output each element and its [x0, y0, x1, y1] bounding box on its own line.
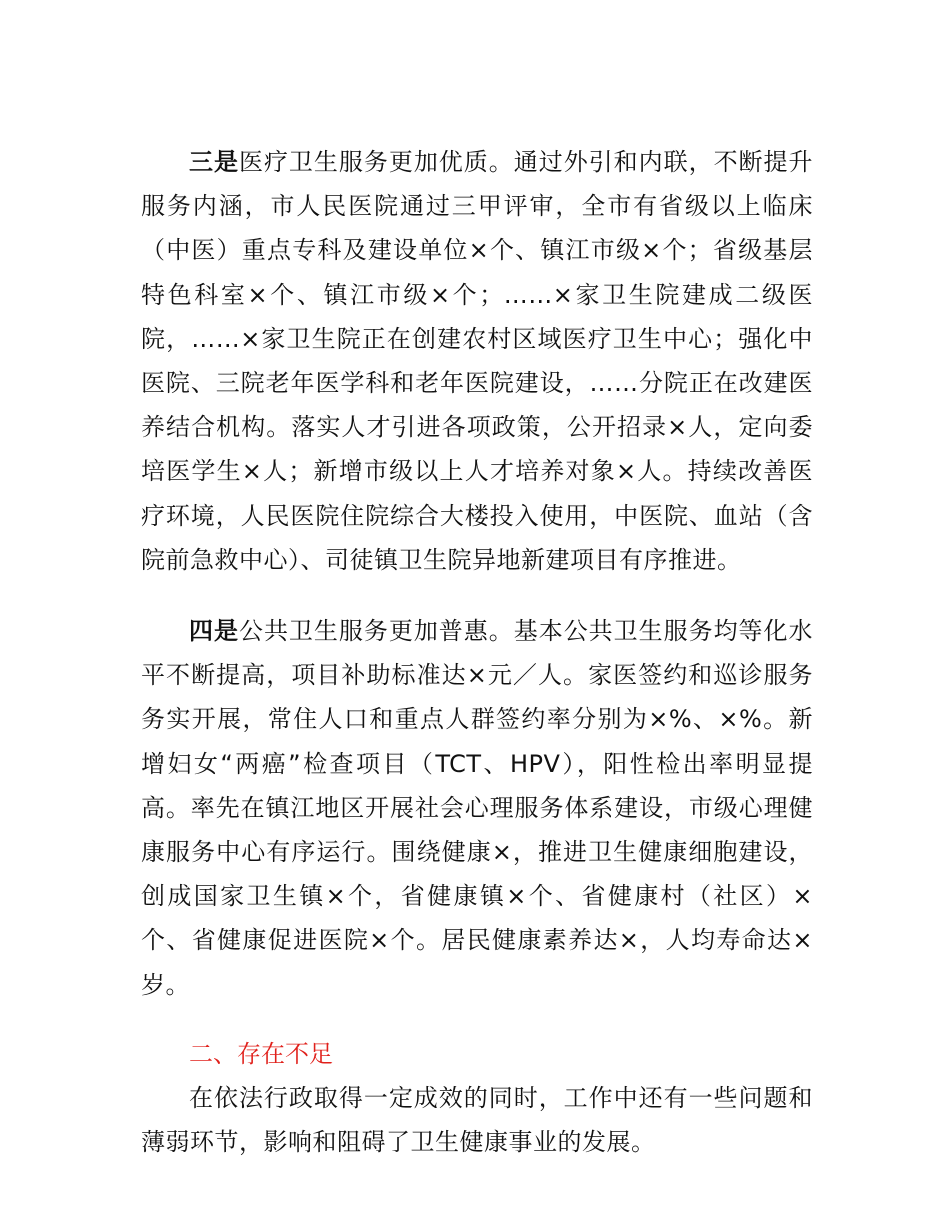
paragraph-lead: 三是 [189, 148, 239, 176]
paragraph-body: 医疗卫生服务更加优质。通过外引和内联，不断提升服务内涵，市人民医院通过三甲评审，全市有省级以上临床（中医）重点专科及建设单位×个、镇江市级×个；省级基层特色科室×个、镇江市级×个；……×家卫生院建成二级医院，……×家卫生院正在创建农村区域医疗卫生中心；强化中医院、三院老年医学科和老年医院建设，……分院正在改建医养结合机构。落实人才引进各项政策，公开招录×人，定向委培医学生×人；新增市级以上人才培养对象×人。持续改善医疗环境，人民医院住院综合大楼投入使用，中医院、血站（含院前急救中心）、司徒镇卫生院异地新建项目有序推进。 [141, 148, 814, 574]
document-page [141, 140, 813, 1164]
paragraph-closing: 在依法行政取得一定成效的同时，工作中还有一些问题和薄弱环节，影响和阻碍了卫生健康事业的发展。 [141, 1083, 813, 1157]
paragraph-body: 公共卫生服务更加普惠。基本公共卫生服务均等化水平不断提高，项目补助标准达×元／人。家医签约和巡诊服务务实开展，常住人口和重点人群签约率分别为×%、×%。新增妇女“两癌”检查项目（TCT、HPV），阳性检出率明显提高。率先在镇江地区开展社会心理服务体系建设，市级心理健康服务中心有序运行。围绕健康×，推进卫生健康细胞建设，创成国家卫生镇×个，省健康镇×个、省健康村（社区）×个、省健康促进医院×个。居民健康素养达×，人均寿命达×岁。 [141, 617, 814, 999]
paragraph-lead: 四是 [189, 617, 239, 646]
section-heading: 二、存在不足 [189, 1039, 333, 1068]
paragraph-medical-services [141, 140, 813, 582]
paragraph-public-health [141, 609, 813, 1007]
